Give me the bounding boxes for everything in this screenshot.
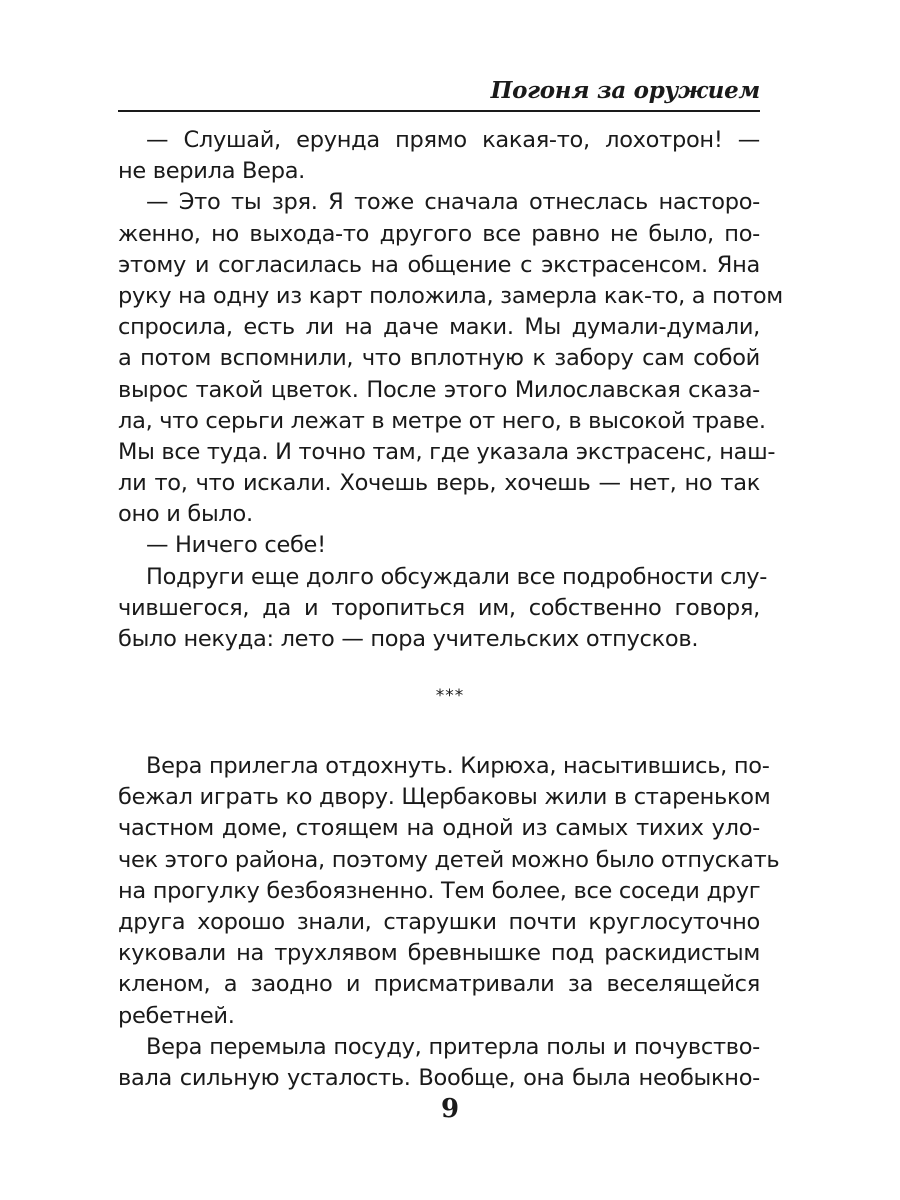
text-line: бежал играть ко двору. Щербаковы жили в стареньком xyxy=(118,784,771,811)
page-number: 9 xyxy=(440,1094,460,1124)
text-line: — Ничего себе! xyxy=(146,532,326,559)
text-line: Вера перемыла посуду, притерла полы и почувство- xyxy=(146,1033,760,1060)
text-line: Мы все туда. И точно там, где указала экстрасенс, наш- xyxy=(118,438,776,465)
text-line: кленом, а заодно и присматривали за веселящейся xyxy=(118,971,760,998)
text-line: женно, но выхода-то другого все равно не было, по- xyxy=(118,220,760,247)
text-line: куковали на трухлявом бревнышке под раскидистым xyxy=(118,940,760,967)
text-line: а потом вспомнили, что вплотную к забору сам собой xyxy=(118,345,760,372)
running-title: Погоня за оружием xyxy=(490,77,760,104)
text-line: чек этого района, поэтому детей можно было отпускать xyxy=(118,846,780,873)
text-line: вала сильную усталость. Вообще, она была необыкно- xyxy=(118,1064,760,1091)
text-line: ребетней. xyxy=(118,1002,235,1029)
text-line: было некуда: лето — пора учительских отпусков. xyxy=(118,626,699,652)
text-line: спросила, есть ли на даче маки. Мы думали-думали, xyxy=(118,314,760,341)
section-separator: *** xyxy=(435,686,465,706)
text-block-2 xyxy=(118,751,780,1094)
text-line: чившегося, да и торопиться им, собственно говоря, xyxy=(118,594,760,621)
text-line: Вера прилегла отдохнуть. Кирюха, насытившись, по- xyxy=(146,753,770,779)
text-line: ли то, что искали. Хочешь верь, хочешь — нет, но так xyxy=(118,470,760,497)
text-block-1 xyxy=(118,125,783,655)
text-line: не верила Вера. xyxy=(118,158,306,185)
text-line: руку на одну из карт положила, замерла как-то, а потом xyxy=(118,282,783,309)
text-line: друга хорошо знали, старушки почти круглосуточно xyxy=(118,908,760,935)
text-line: этому и согласилась на общение с экстрасенсом. Яна xyxy=(118,251,760,278)
text-line: частном доме, стоящем на одной из самых тихих уло- xyxy=(118,815,760,842)
text-line: — Слушай, ерунда прямо какая-то, лохотрон! — xyxy=(146,127,760,153)
text-line: вырос такой цветок. После этого Милославская сказа- xyxy=(118,376,760,403)
header-rule xyxy=(118,110,760,112)
text-line: на прогулку безбоязненно. Тем более, все соседи друг xyxy=(118,877,761,904)
text-line: Подруги еще долго обсуждали все подробности слу- xyxy=(146,563,768,590)
text-line: ла, что серьги лежат в метре от него, в высокой траве. xyxy=(118,407,766,434)
text-line: — Это ты зря. Я тоже сначала отнеслась насторо- xyxy=(146,189,760,216)
text-line: оно и было. xyxy=(118,501,253,528)
